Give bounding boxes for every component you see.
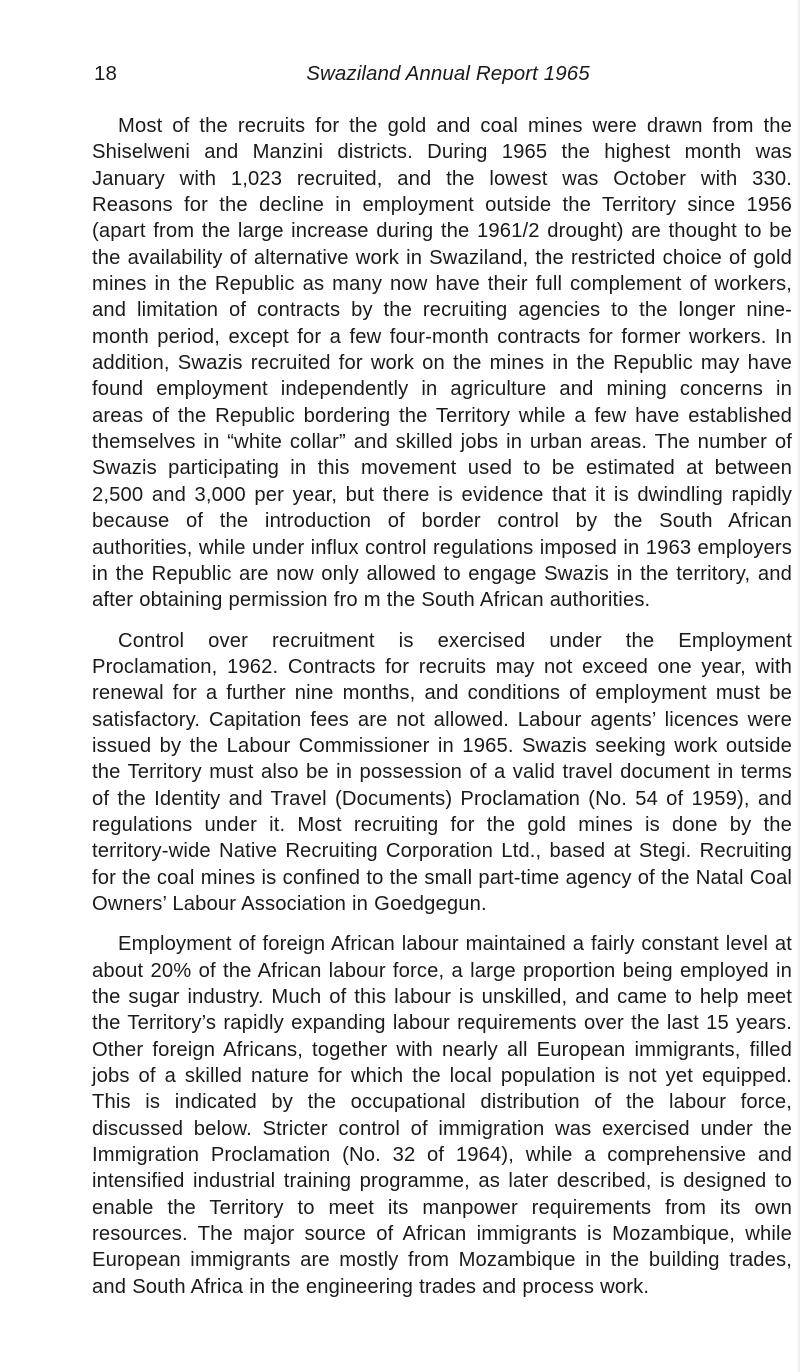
body-text [92,113,792,1300]
paragraph-recruitment-trends: Most of the recruits for the gold and coal mines were drawn from the Shiselweni and Manzini districts. During 1965 the highest month was January with 1,023 recruited, and the lowest was October with 330. Reasons for the decline in employment outside the Territory since 1956 (apart from the large increase during the 1961/2 drought) are thought to be the availability of alternative work in Swaziland, the restricted choice of gold mines in the Republic as many now have their full complement of workers, and limitation of contracts by the recruiting agencies to the longer nine-month period, except for a few four-month contracts for former workers. In addition, Swazis recruited for work on the mines in the Republic may have found employment independently in agriculture and mining concerns in areas of the Republic bordering the Territory while a few have established themselves in “white collar” and skilled jobs in urban areas. The number of Swazis participating in this movement used to be estimated at between 2,500 and 3,000 per year, but there is evidence that it is dwindling rapidly because of the introduction of border control by the South African authorities, while under influx control regulations imposed in 1963 employers in the Republic are now only allowed to engage Swazis in the territory, and after obtaining permission fro m the South African authorities. [92,115,792,612]
page-edge-shadow [796,0,800,1372]
report-title: Swaziland Annual Report 1965 [306,62,590,85]
page-number: 18 [94,62,118,85]
paragraph-recruitment-control: Control over recruitment is exercised under the Employment Proclamation, 1962. Contracts for recruits may not exceed one year, with renewal for a further nine months, and conditions of employment must be satisfactory. Capitation fees are not allowed. Labour agents’ licences were issued by the Labour Commissioner in 1965. Swazis seeking work outside the Territory must also be in possession of a valid travel document in terms of the Identity and Travel (Documents) Proclamation (No. 54 of 1959), and regulations under it. Most recruiting for the gold mines is done by the territory-wide Native Recruiting Corporation Ltd., based at Stegi. Recruiting for the coal mines is confined to the small part-time agency of the Natal Coal Owners’ Labour Association in Goedgegun. [92,629,792,915]
running-header [94,62,782,92]
paragraph-foreign-labour: Employment of foreign African labour maintained a fairly constant level at about 20% of the African labour force, a large proportion being employed in the sugar industry. Much of this labour is unskilled, and came to help meet the Territory’s rapidly expanding labour requirements over the last 15 years. Other foreign Africans, together with nearly all European immigrants, filled jobs of a skilled nature for which the local population is not yet equipped. This is indicated by the occupational distribution of the labour force, discussed below. Stricter control of immigration was exercised under the Immigration Proclamation (No. 32 of 1964), while a comprehensive and intensified industrial training programme, as later described, is designed to enable the Territory to meet its manpower requirements from its own resources. The major source of African immigrants is Mozambique, while European immigrants are mostly from Mozambique in the building trades, and South Africa in the engineering trades and process work. [92,933,792,1298]
